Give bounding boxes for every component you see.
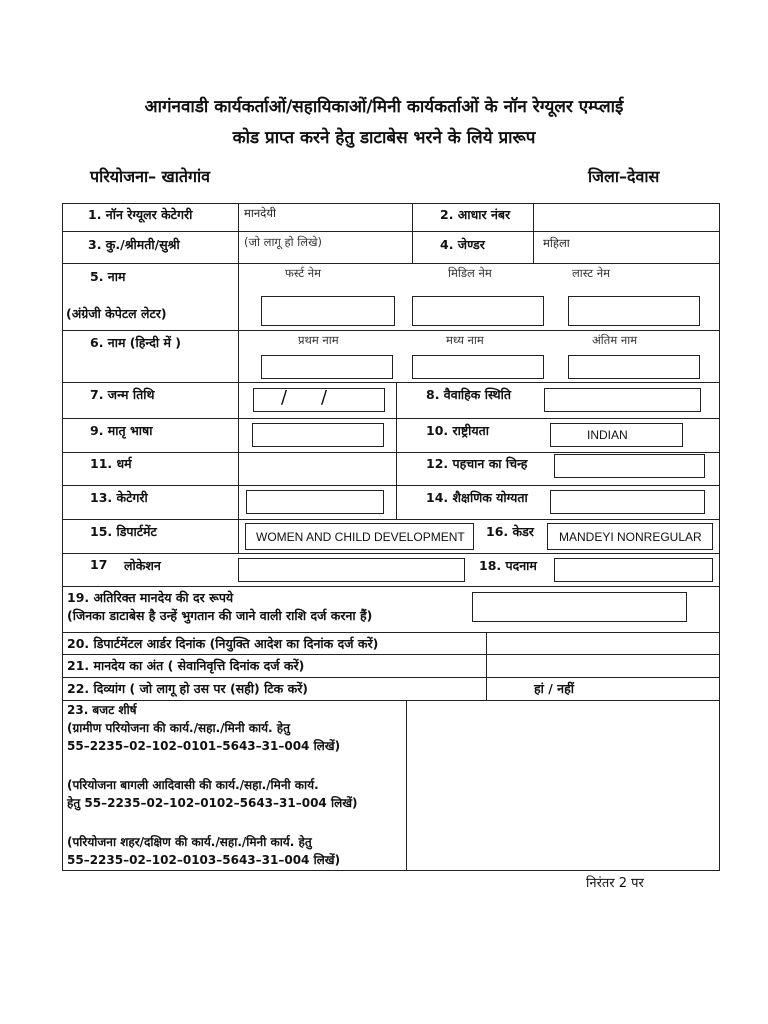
- field-1-value[interactable]: मानदेयी: [244, 206, 276, 220]
- mother-tongue-input[interactable]: [252, 423, 384, 447]
- order-date-input[interactable]: [490, 636, 716, 652]
- field-12-label: 12. पहचान का चिन्ह: [426, 456, 528, 471]
- end-date-input[interactable]: [490, 658, 716, 674]
- budget-city-line1: (परियोजना शहर/दक्षिण की कार्य./सहा./मिनी कार्य. हेतु: [67, 835, 312, 849]
- field-19-sublabel: (जिनका डाटाबेस है उन्हें भुगतान की जाने वाली राशि दर्ज करना हैं): [67, 608, 373, 623]
- hindi-first-name-input[interactable]: [261, 355, 393, 379]
- identification-mark-input[interactable]: [554, 454, 705, 478]
- field-2-label: 2. आधार नंबर: [440, 207, 511, 222]
- row-divider: [62, 263, 720, 264]
- field-3-label: 3. कु./श्रीमती/सुश्री: [88, 237, 180, 252]
- row-divider: [62, 632, 720, 633]
- field-21-label: 21. मानदेय का अंत ( सेवानिवृत्ति दिनांक दर्ज करें): [67, 658, 305, 673]
- col-divider: [533, 203, 534, 263]
- field-5-sublabel: (अंग्रेजी केपेटल लेटर): [66, 306, 167, 321]
- extra-honorarium-input[interactable]: [472, 592, 687, 622]
- col-divider: [486, 632, 487, 700]
- field-19-label: 19. अतिरिक्त मानदेय की दर रूपये: [67, 590, 234, 605]
- budget-rural-line2: 55–2235–02–102–0101–5643–31–004 लिखें): [67, 739, 341, 753]
- hindi-first-name-caption: प्रथम नाम: [298, 333, 339, 347]
- field-7-label: 7. जन्म तिथि: [90, 387, 155, 402]
- middle-name-input[interactable]: [412, 296, 544, 326]
- col-divider: [406, 700, 407, 871]
- disability-options[interactable]: हां / नहीं: [534, 681, 574, 696]
- middle-name-caption: मिडिल नेम: [448, 266, 492, 280]
- location-input[interactable]: [238, 558, 465, 582]
- education-input[interactable]: [550, 490, 705, 514]
- field-6-label: 6. नाम (हिन्दी में ): [90, 335, 182, 350]
- hindi-middle-name-input[interactable]: [412, 355, 544, 379]
- budget-bagli-line2: हेतु 55–2235–02–102–0102–5643–31–004 लिखें): [67, 796, 358, 810]
- date-separator: /: [281, 387, 288, 408]
- col-divider: [238, 263, 239, 382]
- budget-bagli-line1: (परियोजना बागली आदिवासी की कार्य./सहा./मिनी कार्य.: [67, 778, 319, 792]
- field-8-label: 8. वैवाहिक स्थिति: [426, 387, 511, 402]
- first-name-caption: फर्स्ट नेम: [285, 266, 322, 280]
- district-name: जिला–देवास: [588, 167, 660, 186]
- row-divider: [62, 553, 720, 554]
- field-13-label: 13. केटेगरी: [90, 490, 148, 505]
- field-16-label: 16. केडर: [486, 524, 534, 539]
- designation-input[interactable]: [554, 558, 713, 582]
- form-title-line1: आगंनवाडी कार्यकर्ताओं/सहायिकाओं/मिनी कार्यकर्ताओं के नॉन रेग्यूलर एम्प्लाई: [144, 97, 624, 117]
- form-title-line2: कोड प्राप्त करने हेतु डाटाबेस भरने के लिये प्रारूप: [232, 128, 536, 148]
- row-divider: [62, 586, 720, 587]
- row-divider: [62, 382, 720, 383]
- first-name-input[interactable]: [261, 296, 395, 326]
- department-input[interactable]: WOMEN AND CHILD DEVELOPMENT: [245, 523, 474, 550]
- budget-head-input[interactable]: [410, 704, 716, 868]
- dob-input[interactable]: [253, 388, 385, 412]
- field-17-label: लोकेशन: [124, 558, 161, 573]
- last-name-input[interactable]: [568, 296, 700, 326]
- field-20-label: 20. डिपार्टमेंटल आर्डर दिनांक (नियुक्ति आदेश का दिनांक दर्ज करें): [67, 636, 379, 651]
- row-divider: [62, 519, 720, 520]
- field-5-label: 5. नाम: [90, 269, 126, 284]
- row-divider: [62, 452, 720, 453]
- project-name: परियोजना– खातेगांव: [90, 167, 211, 186]
- field-3-hint[interactable]: (जो लागू हो लिखे): [244, 235, 322, 249]
- row-divider: [62, 654, 720, 655]
- hindi-last-name-caption: अंतिम नाम: [592, 333, 638, 347]
- field-18-label: 18. पदनाम: [479, 558, 537, 573]
- field-9-label: 9. मातृ भाषा: [90, 423, 153, 438]
- field-10-label: 10. राष्ट्रीयता: [426, 423, 489, 438]
- field-15-label: 15. डिपार्टमेंट: [90, 524, 157, 539]
- row-divider: [62, 231, 720, 232]
- field-14-label: 14. शैक्षणिक योग्यता: [426, 490, 528, 505]
- nationality-input[interactable]: INDIAN: [550, 423, 683, 447]
- marital-status-input[interactable]: [544, 388, 701, 412]
- date-separator: /: [321, 387, 328, 408]
- category-input[interactable]: [246, 490, 384, 514]
- field-17-number: 17: [90, 557, 108, 572]
- aadhaar-input[interactable]: [540, 206, 716, 226]
- field-1-label: 1. नॉन रेग्यूलर केटेगरी: [88, 207, 193, 222]
- field-22-label: 22. दिव्यांग ( जो लागू हो उस पर (सही) टिक करें): [67, 681, 309, 696]
- col-divider: [412, 203, 413, 263]
- col-divider: [238, 382, 239, 519]
- gender-value[interactable]: महिला: [543, 236, 570, 250]
- field-11-label: 11. धर्म: [90, 456, 132, 471]
- cadre-input[interactable]: MANDEYI NONREGULAR: [547, 523, 713, 550]
- field-23-label: 23. बजट शीर्ष: [67, 703, 137, 717]
- col-divider: [238, 203, 239, 263]
- budget-rural-line1: (ग्रामीण परियोजना की कार्य./सहा./मिनी कार्य. हेतु: [67, 721, 290, 735]
- col-divider: [238, 519, 239, 553]
- continued-note: निरंतर 2 पर: [586, 876, 644, 891]
- last-name-caption: लास्ट नेम: [572, 266, 610, 280]
- row-divider: [62, 330, 720, 331]
- budget-city-line2: 55–2235–02–102–0103–5643–31–004 लिखें): [67, 853, 341, 867]
- hindi-middle-name-caption: मध्य नाम: [446, 333, 484, 347]
- row-divider: [62, 700, 720, 701]
- row-divider: [62, 677, 720, 678]
- row-divider: [62, 418, 720, 419]
- field-4-label: 4. जेण्डर: [440, 237, 485, 252]
- col-divider: [396, 382, 397, 519]
- hindi-last-name-input[interactable]: [568, 355, 700, 379]
- row-divider: [62, 485, 720, 486]
